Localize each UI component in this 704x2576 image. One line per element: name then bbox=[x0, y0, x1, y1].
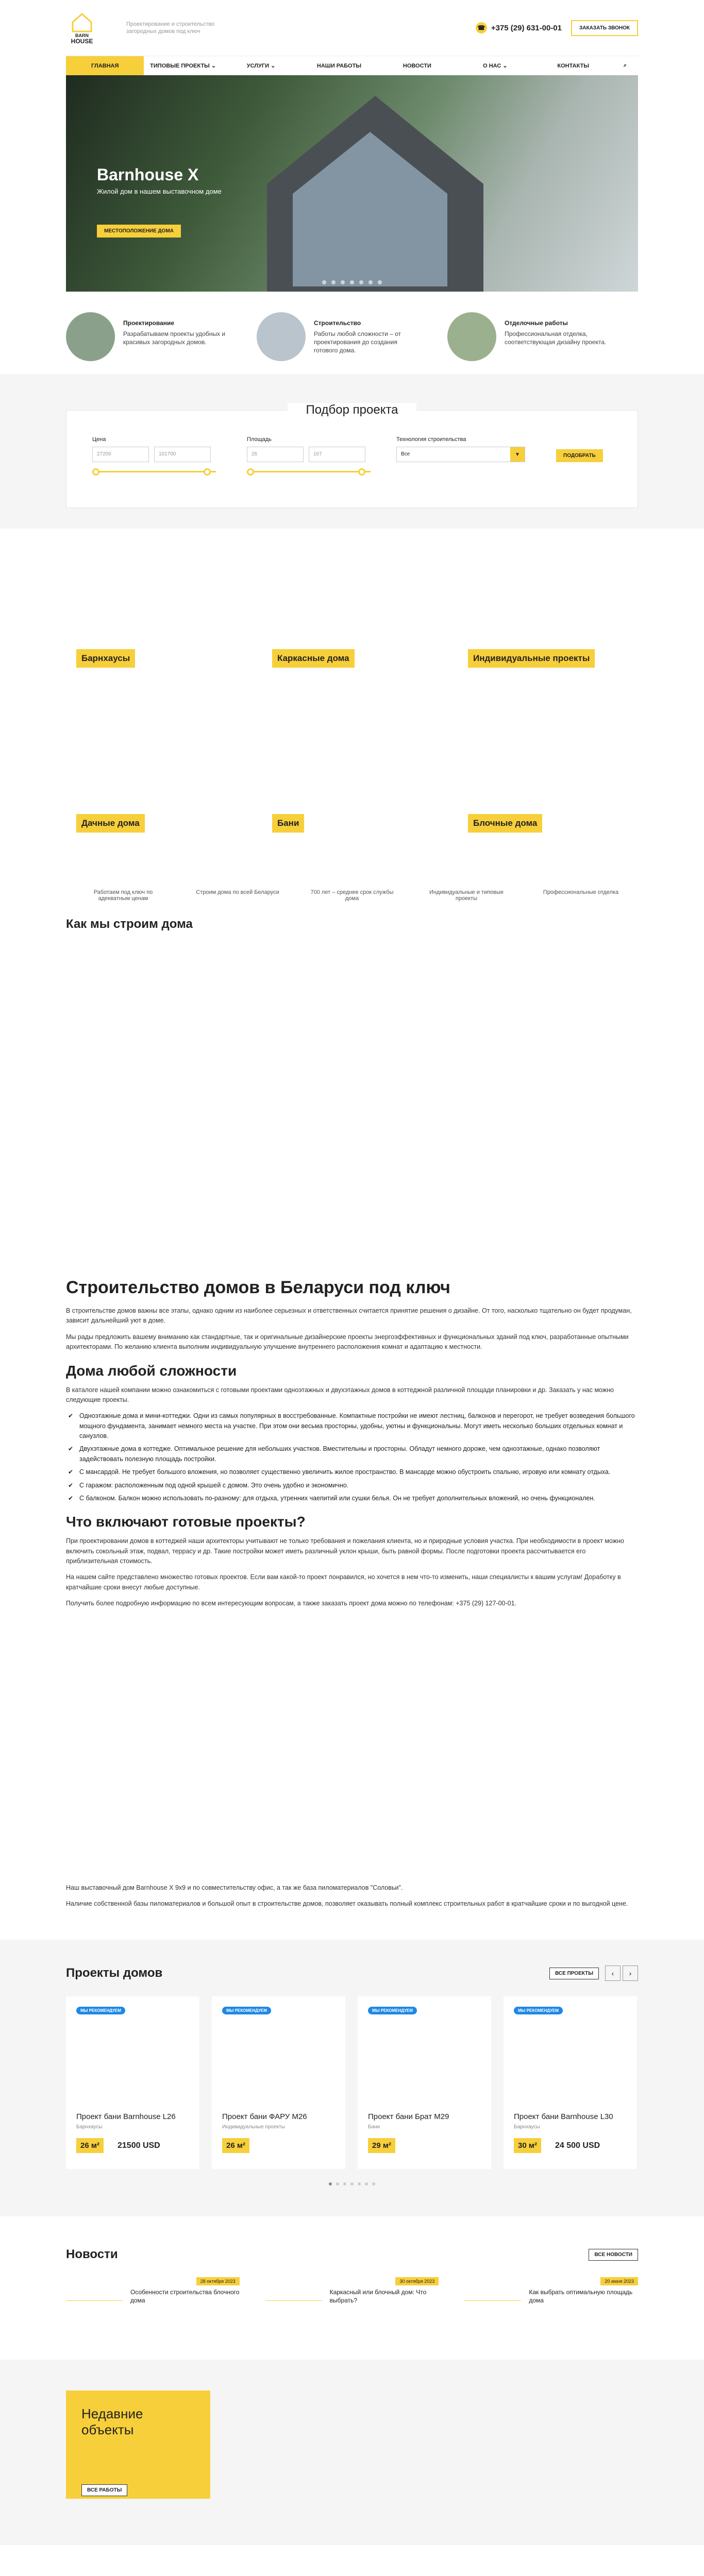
price-from-input[interactable]: 27200 bbox=[92, 447, 149, 462]
feature-text: Разрабатываем проекты удобных и красивых загородных домов. bbox=[123, 330, 226, 346]
all-projects-button[interactable]: ВСЕ ПРОЕКТЫ bbox=[549, 1968, 599, 1979]
article-paragraph: В каталоге нашей компании можно ознакомиться с готовыми проектами одноэтажных и двухэтажных домов в коттеджной различной площади планировки и др. Заказать у нас можно следующие проекты. bbox=[66, 1386, 614, 1403]
news-item[interactable] bbox=[464, 2277, 638, 2318]
project-types-list bbox=[68, 1411, 638, 1503]
news-text: Как выбрать оптимальную площадь дома bbox=[529, 2289, 633, 2304]
slider-handle[interactable] bbox=[204, 468, 211, 476]
carousel-dot[interactable] bbox=[350, 2182, 354, 2185]
carousel-dot[interactable] bbox=[336, 2182, 339, 2185]
category-card[interactable] bbox=[66, 570, 246, 719]
search-icon[interactable]: ⌕ bbox=[623, 62, 627, 69]
advantage-item: 700 лет – среднее срок службы дома bbox=[310, 889, 394, 902]
video-block[interactable] bbox=[66, 1615, 638, 1883]
article-paragraph: На нашем сайте представлено множество готовых проектов. Если вам какой-то проект понравился, но хочется в нем что-то изменить, наши специалисты к вашим услугам! Доработку в кратчайшие сроки внесут любые доступные. bbox=[66, 1573, 621, 1591]
header-phone[interactable] bbox=[476, 22, 562, 33]
slider-dot[interactable] bbox=[331, 280, 336, 284]
filter-submit-button[interactable]: ПОДОБРАТЬ bbox=[556, 449, 603, 462]
slider-dot[interactable] bbox=[368, 280, 373, 284]
seo-article bbox=[66, 1267, 638, 1909]
carousel-dot[interactable] bbox=[365, 2182, 368, 2185]
recent-objects-box bbox=[66, 2391, 210, 2499]
logo-text-top: BARN bbox=[75, 32, 89, 38]
nav-item-about[interactable]: О НАС ⌄ bbox=[483, 63, 508, 69]
main-nav bbox=[66, 56, 638, 75]
project-card[interactable] bbox=[66, 1996, 199, 2169]
slider-dot[interactable] bbox=[359, 280, 363, 284]
nav-item-projects[interactable]: ТИПОВЫЕ ПРОЕКТЫ ⌄ bbox=[150, 63, 216, 69]
project-filter-section bbox=[0, 403, 704, 529]
projects-title: Проекты домов bbox=[66, 1966, 163, 1980]
house-logo-icon bbox=[71, 12, 93, 32]
project-name: Проект бани Barnhouse L26 bbox=[76, 2112, 176, 2122]
area-from-input[interactable]: 26 bbox=[247, 447, 304, 462]
advantage-item: Профессиональные отделка bbox=[543, 889, 619, 895]
category-grid bbox=[66, 529, 638, 884]
area-to-input[interactable]: 167 bbox=[309, 447, 365, 462]
article-paragraph: Получить более подробную информацию по всем интересующим вопросам, а также заказать проект дома можно по телефонам: +375 (29) 127-00-01. bbox=[66, 1600, 517, 1607]
feature-title: Строительство bbox=[314, 319, 361, 327]
how-we-build bbox=[66, 907, 638, 1267]
recommend-badge: МЫ РЕКОМЕНДУЕМ bbox=[222, 2007, 271, 2014]
technology-filter bbox=[396, 436, 525, 462]
project-price: 24 500 USD bbox=[555, 2141, 600, 2150]
project-area: 30 м² bbox=[514, 2138, 541, 2153]
feature-title: Отделочные работы bbox=[505, 319, 568, 327]
category-label: Индивидуальные проекты bbox=[468, 649, 595, 668]
list-item: ✔ С гаражом: расположенным под одной крышей с домом. Это очень удобно и экономично. bbox=[68, 1481, 638, 1490]
carousel-dot[interactable] bbox=[343, 2182, 346, 2185]
price-label: Цена bbox=[92, 436, 106, 443]
project-category: Барнхаусы bbox=[76, 2124, 103, 2130]
nav-item-services[interactable]: УСЛУГИ ⌄ bbox=[246, 63, 276, 69]
nav-item-news[interactable]: НОВОСТИ bbox=[403, 62, 431, 69]
advantage-item: Индивидуальные и типовые проекты bbox=[429, 889, 504, 902]
feature-image bbox=[66, 312, 115, 361]
article-title: Строительство домов в Беларуси под ключ bbox=[66, 1278, 450, 1297]
feature-text: Работы любой сложности – от проектирования до создания готового дома. bbox=[314, 330, 401, 354]
article-paragraph: Мы рады предложить вашему вниманию как стандартные, так и оригинальные дизайнерские проекты энергоэффективных и функциональных зданий под ключ, разработанные опытными архитекторами. По желанию клиента выполним индивидуальную улучшение внутреннего расположения комнат и адаптацию к местности. bbox=[66, 1333, 629, 1351]
project-category: Барнхаусы bbox=[514, 2124, 540, 2130]
arrow-left-icon[interactable]: ‹ bbox=[605, 1965, 621, 1981]
chevron-down-icon: ▼ bbox=[510, 447, 525, 462]
area-slider[interactable] bbox=[247, 468, 371, 476]
projects-section bbox=[0, 1940, 704, 2216]
price-slider[interactable] bbox=[92, 468, 216, 476]
technology-select[interactable] bbox=[396, 447, 525, 462]
area-label: Площадь bbox=[247, 436, 272, 443]
category-card[interactable] bbox=[458, 570, 638, 719]
slider-handle[interactable] bbox=[247, 468, 254, 476]
slider-handle[interactable] bbox=[358, 468, 365, 476]
nav-item-contacts[interactable]: КОНТАКТЫ bbox=[557, 62, 590, 69]
project-name: Проект бани Barnhouse L30 bbox=[514, 2112, 613, 2122]
category-card[interactable] bbox=[66, 735, 246, 884]
hero-subtitle: Жилой дом в нашем выставочном доме bbox=[97, 188, 222, 195]
hero-title: Barnhouse X bbox=[97, 165, 199, 184]
news-item[interactable] bbox=[265, 2277, 439, 2318]
project-card[interactable] bbox=[358, 1996, 491, 2169]
project-area: 26 м² bbox=[76, 2138, 104, 2153]
news-date: 28 октября 2023 bbox=[196, 2277, 240, 2285]
carousel-dots bbox=[66, 2182, 638, 2185]
feature-design bbox=[66, 312, 257, 353]
category-label: Блочные дома bbox=[468, 814, 542, 833]
list-item: ✔ С балконом. Балкон можно использовать по-разному: для отдыха, утренних чаепитий или сушки белья. Он не требует дополнительных вложений, но очень функционален. bbox=[68, 1494, 638, 1503]
news-date: 30 октября 2023 bbox=[395, 2277, 439, 2285]
technology-label: Технология строительства bbox=[396, 436, 466, 443]
category-label: Дачные дома bbox=[76, 814, 145, 833]
slider-handle[interactable] bbox=[92, 468, 99, 476]
category-label: Барнхаусы bbox=[76, 649, 135, 668]
advantage-item: Работаем под ключ по адекватным ценам bbox=[93, 889, 153, 902]
feature-image bbox=[447, 312, 496, 361]
news-title: Новости bbox=[66, 2247, 118, 2262]
logo[interactable] bbox=[66, 5, 98, 51]
feature-finishing bbox=[447, 312, 638, 353]
news-section bbox=[66, 2216, 638, 2360]
header bbox=[0, 0, 704, 75]
nav-item-works[interactable]: НАШИ РАБОТЫ bbox=[316, 62, 362, 69]
list-item: ✔ Одноэтажные дома и мини-коттеджи. Одни из самых популярных в восстребованные. Компактные постройки не имеют лестниц, балконов и перегорот, не требует возведения большого мощного фундамента, занимает немного места на участке. При этом они весьма просторны, удобны, уютны и функциональны. Могут иметь несколько больших отдельных комнат и санузлов. bbox=[68, 1411, 638, 1441]
category-label: Бани bbox=[272, 814, 304, 833]
carousel-dot[interactable] bbox=[329, 2182, 332, 2185]
project-category: Бани bbox=[368, 2124, 380, 2130]
hero-location-button[interactable]: МЕСТОПОЛОЖЕНИЕ ДОМА bbox=[97, 225, 181, 238]
news-divider bbox=[66, 2300, 123, 2301]
category-card[interactable] bbox=[262, 735, 442, 884]
price-to-input[interactable]: 101700 bbox=[154, 447, 211, 462]
feature-image bbox=[257, 312, 306, 361]
project-filter bbox=[66, 403, 638, 508]
article-subtitle: Дома любой сложности bbox=[66, 1362, 237, 1379]
article-paragraph: При проектировании домов в коттеджей наши архитекторы учитывают не только требования и пожелания клиента, но и природные условия участка. При необходимости в проект можно включить сокольный этаж, подвал, террасу и др. Такие постройки может иметь различный уклон крыши, быть равной формы. После подготовки проекта рассчитывается его приблизительная стоимость. bbox=[66, 1537, 624, 1565]
article-subtitle: Что включают готовые проекты? bbox=[66, 1514, 306, 1530]
list-item: ✔ Двухэтажные дома в коттедже. Оптимальное решение для небольших участков. Вместительны и просторны. Обладут немного дороже, чем одноэтажные, однако позволяют задействовать полезную площадь постройки. bbox=[68, 1444, 638, 1464]
carousel-dot[interactable] bbox=[372, 2182, 375, 2185]
news-text: Каркасный или блочный дом: Что выбрать? bbox=[329, 2289, 427, 2304]
area-filter bbox=[247, 436, 371, 476]
slider-dot[interactable] bbox=[350, 280, 354, 284]
project-price: 21500 USD bbox=[118, 2141, 160, 2150]
project-card[interactable] bbox=[212, 1996, 345, 2169]
features bbox=[66, 292, 638, 374]
advantages-row bbox=[66, 884, 638, 907]
advantage-item: Строим дома по всей Беларуси bbox=[196, 889, 279, 895]
all-news-button[interactable]: ВСЕ НОВОСТИ bbox=[589, 2249, 638, 2261]
project-card[interactable] bbox=[504, 1996, 637, 2169]
article-paragraph: В строительстве домов важны все этапы, однако одним из наиболее серьезных и ответственных считается принятие решения о дизайне. От того, насколько тщательно он будет продуман, зависит дальнейший уют в доме. bbox=[66, 1307, 632, 1325]
category-card[interactable] bbox=[262, 570, 442, 719]
article-paragraph: Наш выставочный дом Barnhouse X 9х9 и по совместительству офис, а так же база пиломатериалов "Соловьи". bbox=[66, 1884, 403, 1891]
recommend-badge: МЫ РЕКОМЕНДУЕМ bbox=[368, 2007, 417, 2014]
news-item[interactable] bbox=[66, 2277, 240, 2318]
news-divider bbox=[265, 2300, 322, 2301]
how-title: Как мы строим дома bbox=[66, 917, 193, 931]
project-name: Проект бани Брат М29 bbox=[368, 2112, 449, 2122]
slider-dot[interactable] bbox=[322, 280, 326, 284]
recent-objects-section bbox=[0, 2360, 704, 2545]
all-works-button[interactable]: ВСЕ РАБОТЫ bbox=[81, 2484, 127, 2496]
slider-dot[interactable] bbox=[378, 280, 382, 284]
recommend-badge: МЫ РЕКОМЕНДУЕМ bbox=[76, 2007, 125, 2014]
project-name: Проект бани ФАРУ М26 bbox=[222, 2112, 307, 2122]
slider-dots bbox=[66, 280, 638, 284]
list-item: ✔ С мансардой. Не требует большого вложения, но позволяет существенно увеличить жилое пространство. В мансарде можно обустроить спальню, игровую или комнату отдыха. bbox=[68, 1467, 638, 1477]
article-paragraph: Наличие собственной базы пиломатериалов и большой опыт в строительстве домов, позволяет оказывать полный комплекс строительных работ в кратчайшие сроки и по выгодной цене. bbox=[66, 1900, 628, 1907]
recommend-badge: МЫ РЕКОМЕНДУЕМ bbox=[514, 2007, 563, 2014]
technology-value: Все bbox=[401, 451, 410, 457]
logo-text-bottom: HOUSE bbox=[71, 37, 93, 45]
feature-title: Проектирование bbox=[123, 319, 175, 327]
arrow-right-icon[interactable]: › bbox=[623, 1965, 638, 1981]
about-section bbox=[66, 2545, 638, 2576]
recent-title: Недавние объекты bbox=[81, 2406, 143, 2438]
order-call-button[interactable]: ЗАКАЗАТЬ ЗВОНОК bbox=[571, 20, 638, 36]
hero-slider bbox=[66, 75, 638, 292]
phone-icon: ☎ bbox=[476, 22, 487, 33]
nav-item-home[interactable]: ГЛАВНАЯ bbox=[66, 56, 144, 75]
slider-dot[interactable] bbox=[341, 280, 345, 284]
feature-text: Профессиональная отделка, соответствующая дизайну проекта. bbox=[505, 330, 607, 346]
phone-number: +375 (29) 631-00-01 bbox=[491, 23, 562, 32]
news-divider bbox=[464, 2300, 521, 2301]
price-filter bbox=[92, 436, 216, 476]
feature-construction bbox=[257, 312, 447, 353]
filter-title: Подбор проекта bbox=[288, 403, 416, 417]
category-label: Каркасные дома bbox=[272, 649, 355, 668]
news-date: 20 июня 2023 bbox=[600, 2277, 638, 2285]
project-category: Индивидуальные проекты bbox=[222, 2124, 285, 2130]
project-area: 26 м² bbox=[222, 2138, 249, 2153]
category-card[interactable] bbox=[458, 735, 638, 884]
tagline: Проектирование и строительство загородных домов под ключ bbox=[126, 21, 215, 35]
news-text: Особенности строительства блочного дома bbox=[130, 2289, 240, 2304]
project-area: 29 м² bbox=[368, 2138, 395, 2153]
carousel-dot[interactable] bbox=[358, 2182, 361, 2185]
